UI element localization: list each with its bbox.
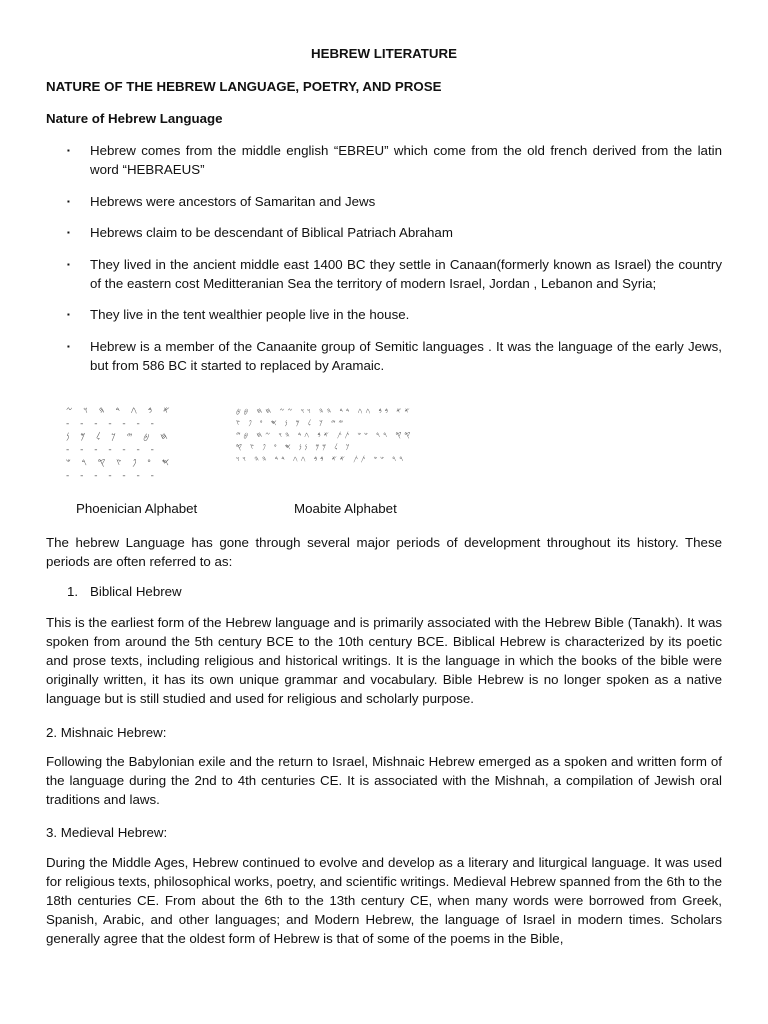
document-title: HEBREW LITERATURE <box>310 46 457 61</box>
bullet-text: Hebrews claim to be descendant of Biblical Patriach Abraham <box>90 225 453 240</box>
period1-text: This is the earliest form of the Hebrew language and is primarily associated with the Hebrew Bible (Tanakh). It was spoken from around the 5th century BCE to the 10th century BCE. Biblical Hebrew is characterized by its poetic and prose texts, including religious and historical writings. It is the language in which the books of the bible were originally written, it has its own unique grammar and vocabulary. Bible Hebrew is no longer spoken as a native language but is still studied and used for religious and scholarly purpose. <box>46 615 722 706</box>
list-item <box>46 141 722 179</box>
moabite-alphabet-image: 𐤀𐤀 𐤁𐤁 𐤂𐤂 𐤃𐤃 𐤄𐤄 𐤅𐤅 𐤆𐤆 𐤇𐤇 𐤈𐤈 𐤉𐤉 𐤊 𐤋 𐤌 𐤍 𐤎 𐤏 𐤐 𐤑 𐤒𐤒 𐤓𐤓 𐤔𐤔 𐤕𐤕 𐤀𐤁 𐤂𐤃 𐤄𐤅 𐤆𐤇 𐤈𐤉 𐤊 𐤋 𐤌𐤌 𐤍𐤍 𐤎 𐤏 𐤐 𐤑 𐤒 𐤓𐤓 𐤔𐤔 𐤕𐤕 𐤀𐤀 𐤁𐤁 𐤂𐤂 𐤃𐤃 𐤄𐤄 𐤅𐤅 <box>236 407 414 463</box>
list-item <box>46 337 722 375</box>
bullet-text: Hebrew is a member of the Canaanite group of Semitic languages . It was the language of the early Jews, but from 586 BC it started to replaced by Aramaic. <box>90 338 722 373</box>
bullet-text: Hebrews were ancestors of Samaritan and Jews <box>90 193 376 209</box>
period3-text: During the Middle Ages, Hebrew continued to evolve and develop as a literary and liturgical language. It was used for religious texts, philosophical works, poetry, and scientific writings. Medieval Hebrew spanned from the 6th to the 18th centuries CE. From about the 6th to the 13th century CE, when many words were borrowed from Greek, Spanish, Arabic, and other languages; and Modern Hebrew, the language of Israel in modern times. Scholars generally agree that the oldest form of Hebrew is that of some of the poems in the Bible, <box>46 855 723 946</box>
list-item <box>46 223 722 242</box>
section-heading: Nature of Hebrew Language <box>46 111 223 126</box>
list-item <box>46 305 722 324</box>
periods-intro: The hebrew Language has gone through several major periods of development throughout its history. These periods are often referred to as: <box>46 535 722 569</box>
period2-heading: 2. Mishnaic Hebrew: <box>46 725 167 740</box>
bullet-marker: ▪ <box>67 259 70 269</box>
bullet-marker: ▪ <box>67 146 70 155</box>
list-item <box>46 192 722 211</box>
period1-label: Biblical Hebrew <box>90 584 182 599</box>
bullet-marker: ▪ <box>67 228 70 237</box>
list-item <box>46 255 722 293</box>
bullet-marker: ▪ <box>67 341 70 351</box>
phoenician-alphabet-image: 𐤀 𐤁 𐤂 𐤃 𐤄 𐤅 𐤆 - - - - - - - 𐤇 𐤈 𐤉 𐤊 𐤋 𐤌 𐤍 - - - - - - - 𐤎 𐤏 𐤐 𐤑 𐤒 𐤓 𐤔 - - - - - - - <box>66 406 174 481</box>
document-subtitle: NATURE OF THE HEBREW LANGUAGE, POETRY, AND PROSE <box>46 79 442 94</box>
bullet-list <box>46 141 722 387</box>
period3-heading: 3. Medieval Hebrew: <box>46 825 168 840</box>
period1-number: 1. <box>67 584 79 599</box>
bullet-text: Hebrew comes from the middle english “EBREU” which come from the old french derived from the latin word “HEBRAEUS” <box>90 143 722 177</box>
bullet-text: They lived in the ancient middle east 1400 BC they settle in Canaan(formerly known as Israel) the country of the eastern cost Meditteranian Sea the territory of modern Israel, Jordan , Lebanon and Syria; <box>90 256 722 291</box>
phoenician-caption: Phoenician Alphabet <box>76 501 198 516</box>
bullet-marker: ▪ <box>67 310 70 319</box>
bullet-marker: ▪ <box>67 196 70 206</box>
bullet-text: They live in the tent wealthier people live in the house. <box>90 307 410 322</box>
moabite-caption: Moabite Alphabet <box>294 501 397 516</box>
period2-text: Following the Babylonian exile and the return to Israel, Mishnaic Hebrew emerged as a spoken and written form of the language during the 2nd to 4th centuries CE. It is associated with the Mishnah, a compilation of Jewish oral traditions and laws. <box>46 754 722 807</box>
